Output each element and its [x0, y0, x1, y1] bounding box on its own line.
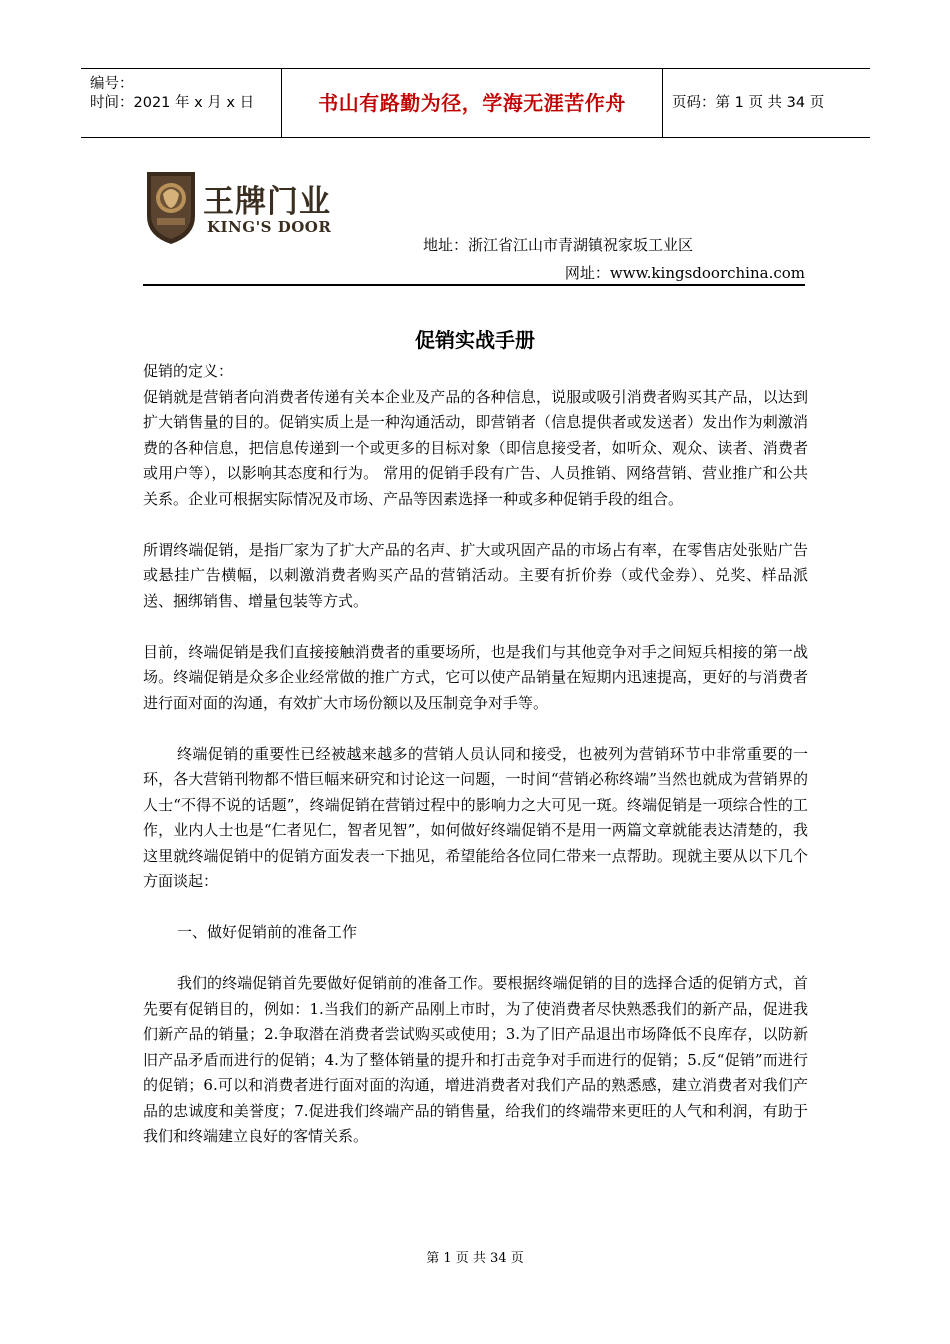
logo-chinese-name: 王牌门业 — [203, 184, 331, 220]
page-footer: 第 1 页 共 34 页 — [426, 1251, 524, 1266]
company-website: 网址：www.kingsdoorchina.com — [564, 264, 805, 282]
section-heading: 一、做好促销前的准备工作 — [177, 923, 358, 941]
logo-english-name: KING'S DOOR — [207, 218, 332, 236]
header-motto: 书山有路勤为径，学海无涯苦作舟 — [318, 91, 626, 115]
document-header — [81, 68, 870, 138]
shield-emblem-icon — [143, 166, 199, 246]
paragraph: 促销的定义： — [143, 362, 234, 380]
company-address: 地址：浙江省江山市青湖镇祝家坂工业区 — [423, 236, 694, 254]
date-label: 时间：2021 年 x 月 x 日 — [90, 95, 255, 111]
paragraph: 所谓终端促销，是指厂家为了扩大产品的名声、扩大或巩固产品的市场占有率，在零售店处张贴广告或悬挂广告横幅，以刺激消费者购买产品的营销活动。主要有折价券（或代金券）、兑奖、样品派送、捆绑销售、增量包装等方式。 — [143, 540, 808, 610]
paragraph: 促销就是营销者向消费者传递有关本企业及产品的各种信息，说服或吸引消费者购买其产品，以达到扩大销售量的目的。促销实质上是一种沟通活动，即营销者（信息提供者或发送者）发出作为刺激消费的各种信息，把信息传递到一个或更多的目标对象（即信息接受者，如听众、观众、读者、消费者或用户等），以影响其态度和行为。 常用的促销手段有广告、人员推销、网络营销、营业推广和公共关系。企业可根据实际情况及市场、产品等因素选择一种或多种促销手段的组合。 — [143, 387, 808, 508]
header-rule — [143, 284, 805, 286]
document-title: 促销实战手册 — [415, 328, 535, 352]
paragraph: 目前，终端促销是我们直接接触消费者的重要场所，也是我们与其他竞争对手之间短兵相接的第一战场。终端促销是众多企业经常做的推广方式，它可以使产品销量在短期内迅速提高，更好的与消费者进行面对面的沟通，有效扩大市场份额以及压制竞争对手等。 — [143, 642, 808, 712]
paragraph: 终端促销的重要性已经被越来越多的营销人员认同和接受，也被列为营销环节中非常重要的一环，各大营销刊物都不惜巨幅来研究和讨论这一问题，一时间“营销必称终端”当然也就成为营销界的人士“不得不说的话题”，终端促销在营销过程中的影响力之大可见一斑。终端促销是一项综合性的工作，业内人士也是“仁者见仁，智者见智”，如何做好终端促销不是用一两篇文章就能表达清楚的，我这里就终端促销中的促销方面发表一下拙见，希望能给各位同仁带来一点帮助。现就主要从以下几个方面谈起： — [143, 744, 808, 890]
header-page-code: 页码：第 1 页 共 34 页 — [672, 95, 825, 111]
number-label: 编号： — [90, 76, 134, 92]
company-logo — [143, 166, 333, 246]
document-body — [143, 359, 808, 1150]
header-meta — [81, 69, 281, 137]
paragraph: 我们的终端促销首先要做好促销前的准备工作。要根据终端促销的目的选择合适的促销方式，首先要有促销目的，例如：1.当我们的新产品刚上市时，为了使消费者尽快熟悉我们的新产品，促进我们新产品的销量；2.争取潜在消费者尝试购买或使用；3.为了旧产品退出市场降低不良库存，以防新旧产品矛盾而进行的促销；4.为了整体销量的提升和打击竞争对手而进行的促销；5.反“促销”而进行的促销；6.可以和消费者进行面对面的沟通，增进消费者对我们产品的熟悉感，建立消费者对我们产品的忠诚度和美誉度；7.促进我们终端产品的销售量，给我们的终端带来更旺的人气和利润，有助于我们和终端建立良好的客情关系。 — [143, 974, 808, 1145]
